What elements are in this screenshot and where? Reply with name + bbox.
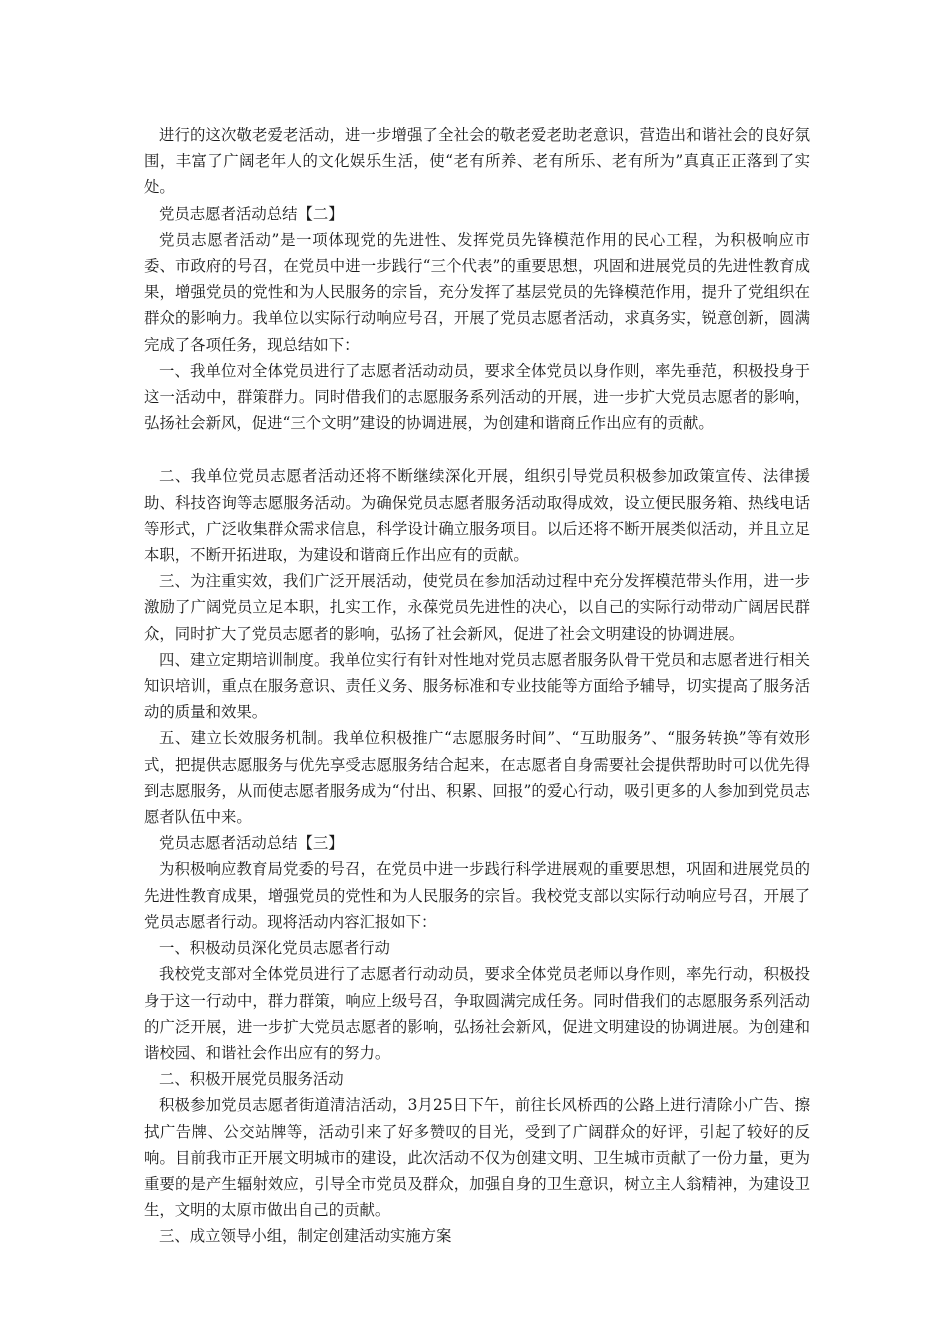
- paragraph: 三、为注重实效，我们广泛开展活动，使党员在参加活动过程中充分发挥模范带头作用，进一步激励了广阔党员立足本职，扎实工作，永葆党员先进性的决心，以自己的实际行动带动广阔居民群众，同时扩大了党员志愿者的影响，弘扬了社会新风，促进了社会文明建设的协调进展。: [144, 572, 810, 643]
- paragraph: 一、我单位对全体党员进行了志愿者活动动员，要求全体党员以身作则，率先垂范，积极投身于这一活动中，群策群力。同时借我们的志愿服务系列活动的开展，进一步扩大党员志愿者的影响，弘扬社会新风，促进“三个文明”建设的协调进展，为创建和谐商丘作出应有的贡献。: [144, 361, 810, 433]
- paragraph: 二、我单位党员志愿者活动还将不断继续深化开展，组织引导党员积极参加政策宣传、法律援助、科技咨询等志愿服务活动。为确保党员志愿者服务活动取得成效，设立便民服务箱、热线电话等形式，广泛收集群众需求信息，科学设计确立服务项目。以后还将不断开展类似活动，并且立足本职，不断开拓进取，为建设和谐商丘作出应有的贡献。: [144, 467, 810, 565]
- paragraph: 四、建立定期培训制度。我单位实行有针对性地对党员志愿者服务队骨干党员和志愿者进行相关知识培训，重点在服务意识、责任义务、服务标准和专业技能等方面给予辅导，切实提高了服务活动的质量和效果。: [144, 650, 810, 722]
- paragraph: 为积极响应教育局党委的号召，在党员中进一步践行科学进展观的重要思想，巩固和进展党员的先进性教育成果，增强党员的党性和为人民服务的宗旨。我校党支部以实际行动响应号召，开展了党员志愿者行动。现将活动内容汇报如下：: [144, 860, 810, 931]
- paragraph: 党员志愿者活动”是一项体现党的先进性、发挥党员先锋模范作用的民心工程，为积极响应市委、市政府的号召，在党员中进一步践行“三个代表”的重要思想，巩固和进展党员的先进性教育成果，增强党员的党性和为人民服务的宗旨，充分发挥了基层党员的先锋模范作用，提升了党组织在群众的影响力。我单位以实际行动响应号召，开展了党员志愿者活动，求真务实，锐意创新，圆满完成了各项任务，现总结如下：: [144, 230, 810, 354]
- document-page: [144, 122, 810, 1250]
- subheading: 三、成立领导小组，制定创建活动实施方案: [159, 1227, 452, 1246]
- section-heading: 党员志愿者活动总结【三】: [159, 834, 344, 853]
- paragraph: 五、建立长效服务机制。我单位积极推广“志愿服务时间”、“互助服务”、“服务转换”等有效形式，把提供志愿服务与优先享受志愿服务结合起来，在志愿者自身需要社会提供帮助时可以优先得到志愿服务，从而使志愿者服务成为“付出、积累、回报”的爱心行动，吸引更多的人参加到党员志愿者队伍中来。: [144, 729, 810, 827]
- section-heading: 党员志愿者活动总结【二】: [159, 204, 344, 223]
- subheading: 二、积极开展党员服务活动: [159, 1070, 344, 1089]
- paragraph: 积极参加党员志愿者街道清洁活动，3月25日下午，前往长风桥西的公路上进行清除小广告、擦拭广告牌、公交站牌等，活动引来了好多赞叹的目光，受到了广阔群众的好评，引起了较好的反响。目前我市正开展文明城市的建设，此次活动不仅为创建文明、卫生城市贡献了一份力量，更为重要的是产生辐射效应，引导全市党员及群众，加强自身的卫生意识，树立主人翁精神，为建设卫生，文明的太原市做出自己的贡献。: [144, 1096, 810, 1220]
- subheading: 一、积极动员深化党员志愿者行动: [159, 939, 390, 958]
- paragraph: 进行的这次敬老爱老活动，进一步增强了全社会的敬老爱老助老意识，营造出和谐社会的良好氛围，丰富了广阔老年人的文化娱乐生活，使“老有所养、老有所乐、老有所为”真真正正落到了实处。: [144, 126, 810, 197]
- paragraph: 我校党支部对全体党员进行了志愿者行动动员，要求全体党员老师以身作则，率先行动，积极投身于这一行动中，群力群策，响应上级号召，争取圆满完成任务。同时借我们的志愿服务系列活动的广泛开展，进一步扩大党员志愿者的影响，弘扬社会新风，促进文明建设的协调进展。为创建和谐校园、和谐社会作出应有的努力。: [144, 965, 810, 1062]
